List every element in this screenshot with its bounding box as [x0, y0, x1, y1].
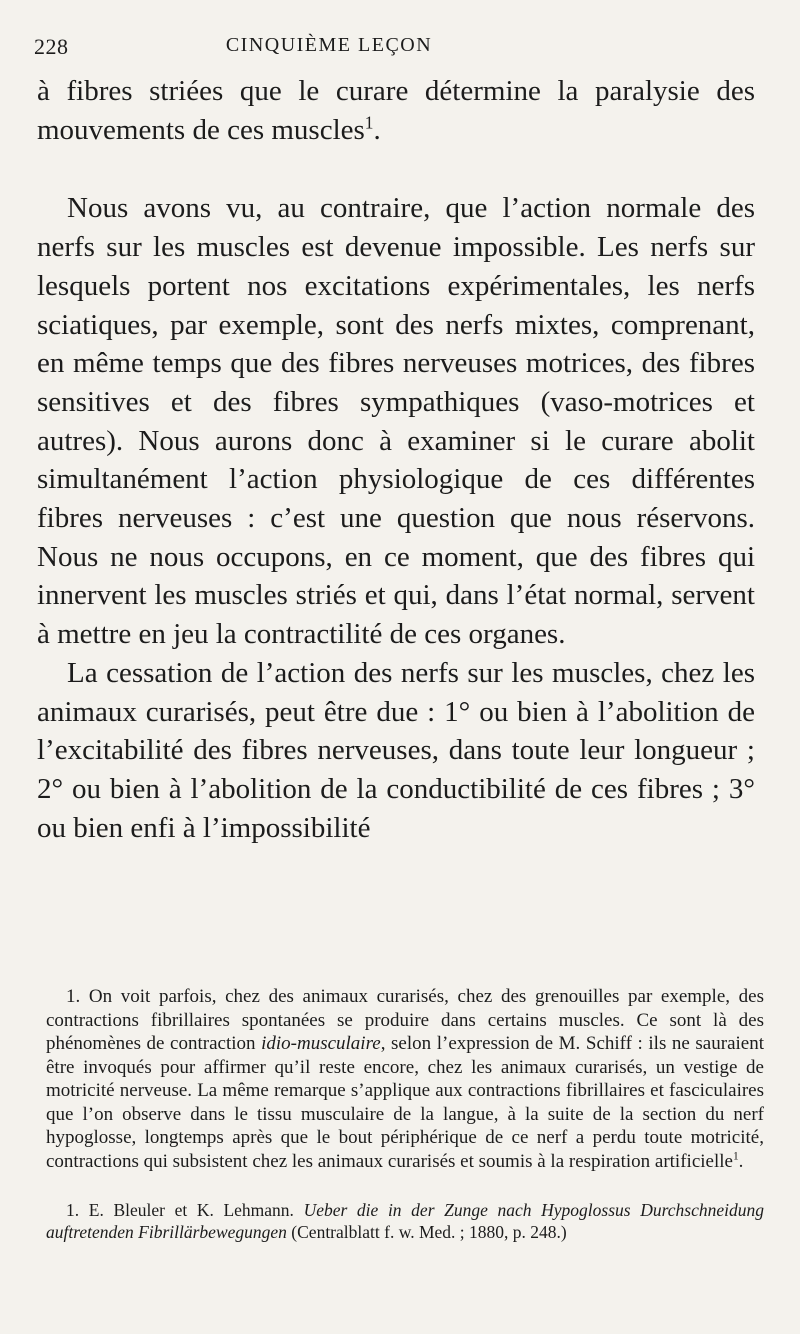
paragraph-continued: à fibres striées que le curare détermine la paralysie des mouvements de ces muscles$^1$.	[37, 75, 755, 146]
footnotes	[46, 985, 764, 1243]
paragraph: Nous avons vu, au contraire, que l’action normale des nerfs sur les muscles est devenue impossible. Les nerfs sur lesquels portent nos excitations expérimentales, les nerfs sciatiques, par exemple, sont des nerfs mixtes, comprenant, en même temps que des fibres nerveuses motrices, des fibres sensitives et des fibres sympathiques (vaso-motrices et autres). Nous aurons donc à examiner si le curare abolit simultanément l’action physiologique de ces différentes fibres nerveuses : c’est une question que nous réservons. Nous ne nous occupons, en ce moment, que des fibres qui innervent les muscles striés et qui, dans l’état normal, servent à mettre en jeu la contractilité de ces organes.	[37, 192, 755, 651]
main-text	[37, 72, 755, 847]
page-header	[34, 34, 754, 64]
running-head: CINQUIÈME LEÇON	[225, 34, 433, 56]
footnote-reference: 1. E. Bleuler et K. Lehmann. Ueber die in der Zunge nach Hypoglossus Durchschneidung auftretenden Fibrillärbewegungen (Centralblatt f. w. Med. ; 1880, p. 248.)	[46, 1200, 765, 1242]
page-number: 228	[34, 34, 69, 59]
footnote-mark: 1	[364, 112, 374, 133]
footnote: 1. On voit parfois, chez des animaux curarisés, chez des grenouilles par exemple, des contractions fibrillaires spontanées se produire dans certains muscles. Ce sont là des phénomènes de contraction idio-musculaire, selon l’expression de M. Schiff : ils ne sauraient être invoqués pour affirmer qu’il reste encore, chez les animaux curarisés, un vestige de motricité nerveuse. La même remarque s’applique aux contractions fibrillaires et fasciculaires que l’on observe dans le tissu musculaire de la langue, à la suite de la section du nerf hypoglosse, longtemps après que le bout périphérique de ce nerf a perdu toute motricité, contractions qui subsistent chez les animaux curarisés et soumis à la respiration artificielle$^1$.	[46, 986, 764, 1172]
footnote-mark: 1	[732, 1150, 739, 1163]
paragraph: La cessation de l’action des nerfs sur les muscles, chez les animaux curarisés, peut être due : 1° ou bien à l’abolition de l’excitabilité des fibres nerveuses, dans toute leur longueur ; 2° ou bien à l’abolition de la conductibilité de ces fibres ; 3° ou bien enfi à l’impossibilité	[37, 656, 755, 844]
